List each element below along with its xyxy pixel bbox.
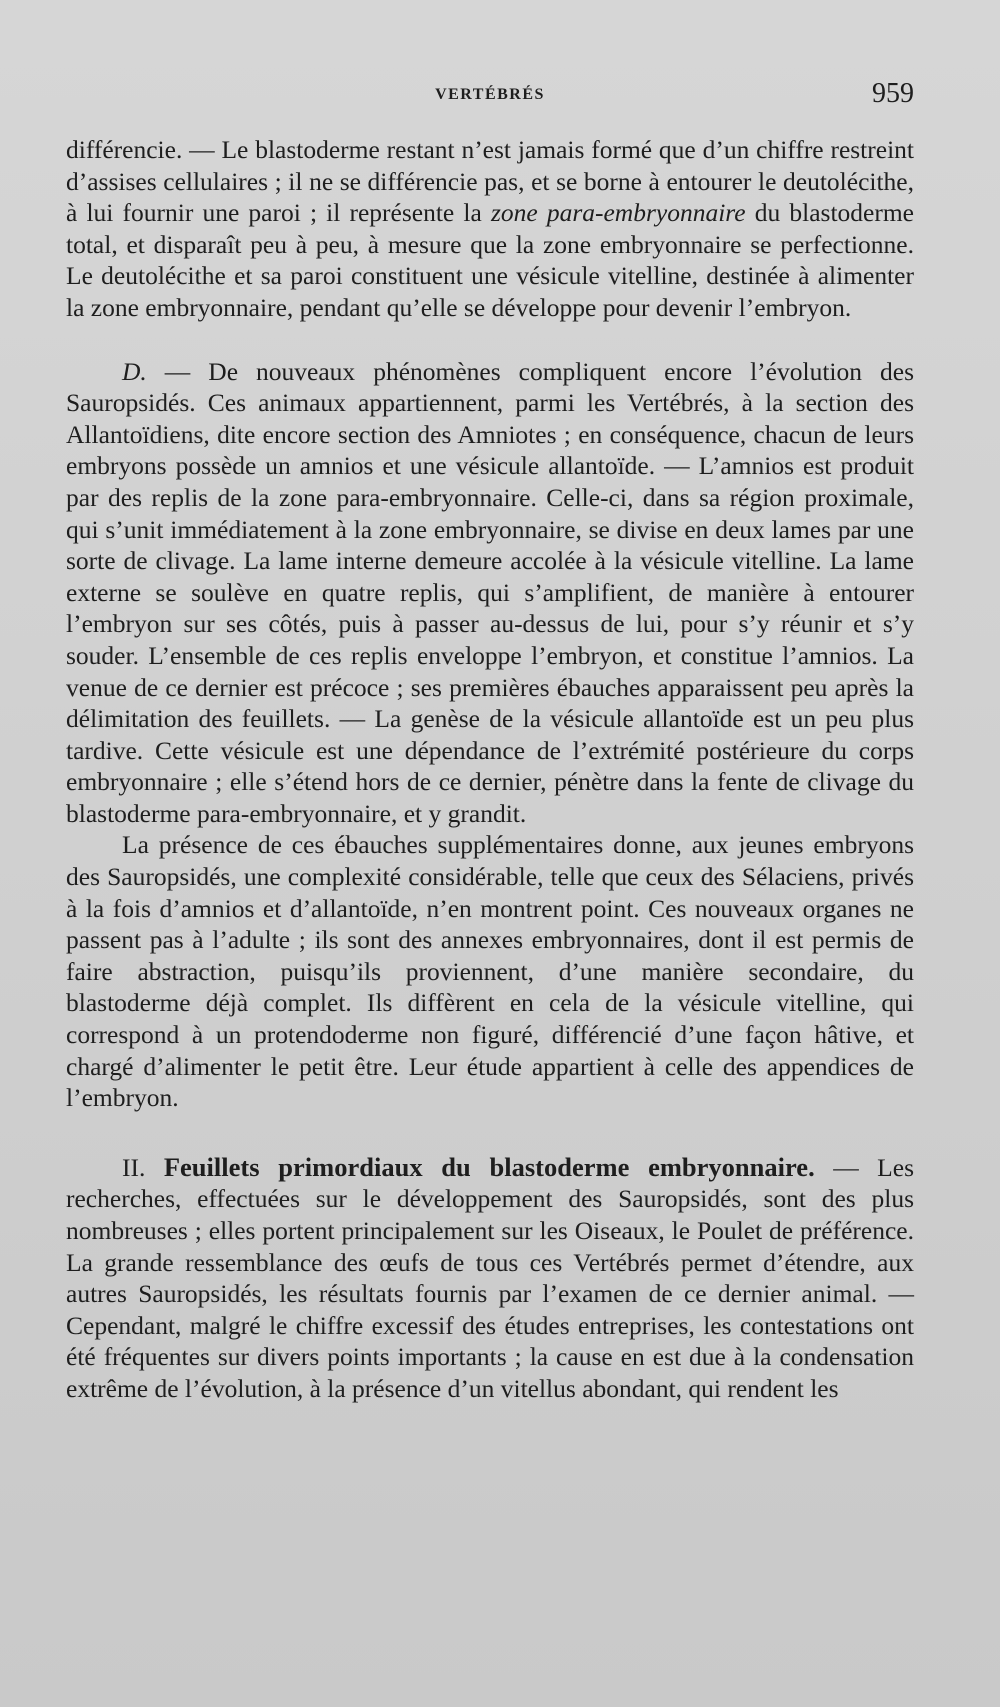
paragraph-text: — Les recherches, effectuées sur le développement des Sauropsidés, sont des plus nombreuses ; elles portent principalement sur les Oiseaux, le Poulet de préférence. La grande ressemblance des œufs de tous ces Vertébrés permet d’étendre, aux autres Sauropsidés, les résultats fournis par l’examen de ce dernier animal. — Cependant, malgré le chiffre excessif des études entreprises, les contestations ont été fréquentes sur divers points importants ; la cause en est due à la condensation extrême de l’évolution, à la présence d’un vitellus abondant, qui rendent les bbox=[66, 1152, 915, 1403]
paragraph-continuation bbox=[66, 134, 914, 324]
paragraph-text: du blastoderme total, et disparaît peu à peu, à mesure que la zone embryonnaire se perfectionne. Le deutolécithe et sa paroi constituent une vésicule vitelline, destinée à alimenter la zone embryonnaire, pendant qu’elle se développe pour devenir l’embryon. bbox=[66, 198, 914, 322]
page-number: 959 bbox=[872, 78, 914, 109]
paragraph-label: D. bbox=[122, 356, 147, 386]
paragraph-d bbox=[66, 356, 914, 830]
italic-term: zone para-embryonnaire bbox=[490, 198, 746, 228]
body-text bbox=[66, 134, 914, 1405]
paragraph-annexes: La présence de ces ébauches supplémentaires donne, aux jeunes embryons des Sauropsidés, une complexité considérable, telle que ceux des Sélaciens, privés à la fois d’amnios et d’allantoïde, n’en montrent point. Ces nouveaux organes ne passent pas à l’adulte ; ils sont des annexes embryonnaires, dont il est permis de faire abstraction, puisqu’ils proviennent, d’une manière secondaire, du blastoderme déjà complet. Ils diffèrent en cela de la vésicule vitelline, qui correspond à un protendoderme non figuré, différencié d’une façon hâtive, et chargé d’alimenter le petit être. Leur étude appartient à celle des appendices de l’embryon. bbox=[66, 830, 914, 1113]
paragraph-text: — De nouveaux phénomènes compliquent encore l’évolution des Sauropsidés. Ces animaux appartiennent, parmi les Vertébrés, à la section des Allantoïdiens, dite encore section des Amniotes ; en conséquence, chacun de leurs embryons possède un amnios et une vésicule allantoïde. — L’amnios est produit par des replis de la zone para-embryonnaire. Celle-ci, dans sa région proximale, qui s’unit immédiatement à la zone embryonnaire, se divise en deux lames par une sorte de clivage. La lame interne demeure accolée à la vésicule vitelline. La lame externe se soulève en quatre replis, qui s’amplifient, de manière à entourer l’embryon sur ses côtés, puis à passer au-dessus de lui, pour s’y réunir et s’y souder. L’ensemble de ces replis enveloppe l’embryon, et constitue l’amnios. La venue de ce dernier est précoce ; ses premières ébauches apparaissent peu après la délimitation des feuillets. — La genèse de la vésicule allantoïde est un peu plus tardive. Cette vésicule est une dépendance de l’extrémité postérieure du corps embryonnaire ; elle s’étend hors de ce dernier, pénètre dans la fente de clivage du blastoderme para-embryonnaire, et y grandit. bbox=[66, 356, 914, 828]
section-title: Feuillets primordiaux du blastoderme embryonnaire. bbox=[163, 1151, 815, 1182]
section-ii bbox=[66, 1152, 914, 1405]
section-number: II. bbox=[122, 1152, 146, 1182]
paragraph-text: différencie. — Le blastoderme restant n’est jamais formé que d’un chiffre restreint d’assises cellulaires ; il ne se différencie pas, et se borne à entourer le deutolécithe, à lui fournir une paroi ; il représente la bbox=[66, 135, 914, 228]
running-title: VERTÉBRÉS bbox=[435, 86, 545, 103]
page-header bbox=[66, 78, 914, 118]
